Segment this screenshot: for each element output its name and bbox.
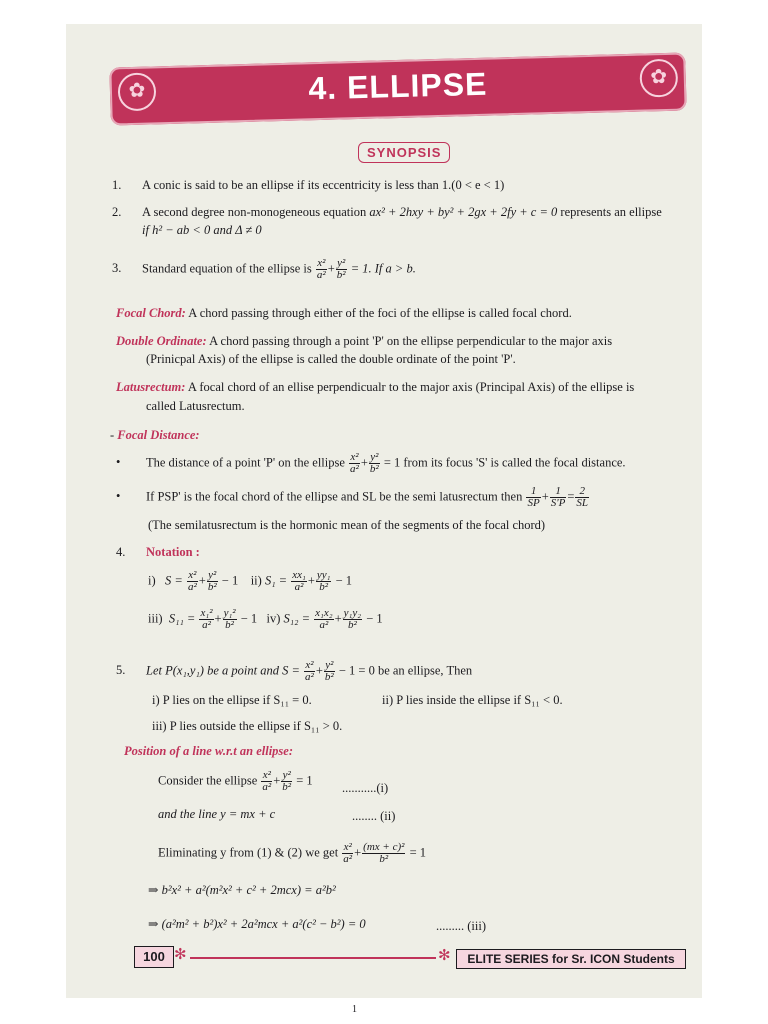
- section-heading: Position of a line w.r.t an ellipse:: [124, 744, 293, 758]
- def-label: Focal Chord:: [116, 306, 186, 320]
- page-number: 100: [134, 946, 174, 968]
- fraction: $\frac{\text{y²}}{\text{b²}}$: [207, 569, 217, 593]
- focal-distance-section: - Focal Distance:: [110, 428, 200, 442]
- equation-tag-2: ........ (ii): [352, 809, 396, 823]
- item-text: = 1. If a > b.: [350, 261, 416, 276]
- def-label: Latusrectum:: [116, 380, 186, 394]
- def-latusrectum-cont: called Latusrectum.: [146, 399, 245, 413]
- fraction: $\frac{\text{x²}}{\text{a²}}$: [187, 569, 197, 593]
- focal-distance-bullet-2: • If PSP' is the focal chord of the ellipse and SL be the semi latusrectum then $\frac{1}{SP}$ + $\frac{1}{S'P}$ = $\frac{2}{SL}$: [116, 485, 589, 509]
- focal-distance-note: (The semilatusrectum is the hormonic mean of the segments of the focal chord): [148, 518, 546, 532]
- fraction: $\frac{\text{x²}}{\text{a²}}$: [343, 841, 353, 865]
- item-5-ii: ii) P lies inside the ellipse if S₁₁ < 0.: [382, 693, 563, 707]
- star-ornament-icon: ✻: [438, 948, 451, 964]
- item-5-i: i) P lies on the ellipse if S₁₁ = 0.: [152, 693, 312, 707]
- item-text: A conic is said to be an ellipse if its eccentricity is less than 1.(0 < e < 1): [142, 178, 505, 192]
- item-2-condition: if h² − ab < 0 and Δ ≠ 0: [142, 223, 262, 237]
- def-text: A chord passing through a point 'P' on the ellipse perpendicular to the major axis: [209, 334, 613, 348]
- fraction: $\frac{\text{y²}}{\text{b²}}$: [369, 451, 379, 475]
- notation-row-2: iii) S₁₁ = $\frac{\text{x₁²}}{\text{a²}}$ + $\frac{\text{y₁²}}{\text{b²}}$ − 1 iv) S₁₂ = $\frac{\text{x₁x₂}}{\text{a²}}$ + $\frac{\text{y₁y₂}}{\text{b²}}$ − 1: [148, 607, 383, 631]
- item-number: 2.: [112, 205, 122, 219]
- item-text: − 1 = 0 be an ellipse, Then: [338, 663, 473, 678]
- synopsis-heading: SYNOPSIS: [358, 142, 450, 163]
- item-number: 5.: [116, 663, 126, 678]
- focal-distance-bullet-1: • The distance of a point 'P' on the ellipse $\frac{\text{x²}}{\text{a²}}$ + $\frac{\text{y²}}{\text{b²}}$ = 1 from its focus 'S' is called the focal distance.: [116, 451, 626, 475]
- footer-rule: [190, 957, 436, 959]
- item-1: [112, 177, 504, 193]
- page-marker: 1: [352, 1004, 357, 1015]
- def-label: Double Ordinate:: [116, 334, 207, 348]
- fraction: $\frac{\text{y₁²}}{\text{b²}}$: [223, 607, 236, 631]
- fraction: $\frac{\text{y²}}{\text{b²}}$: [282, 769, 292, 793]
- item-number: 1.: [112, 178, 122, 192]
- fraction: $\frac{1}{SP}$: [527, 485, 540, 509]
- position-step-2: ⇒ (a²m² + b²)x² + 2a²mcx + a²(c² − b²) = 0: [148, 917, 366, 931]
- def-focal-chord: [116, 305, 572, 321]
- item-text: A second degree non-monogeneous equation: [142, 205, 367, 219]
- fraction: $\frac{2}{SL}$: [576, 485, 589, 509]
- position-step-1: ⇒ b²x² + a²(m²x² + c² + 2mcx) = a²b²: [148, 883, 336, 897]
- item-text: Standard equation of the ellipse is: [142, 261, 312, 276]
- fraction: $\frac{\text{(mx + c)²}}{\text{b²}}$: [363, 841, 405, 865]
- item-number: 4.: [116, 545, 126, 559]
- section-heading: Focal Distance:: [117, 428, 200, 442]
- equation-tag-3: ......... (iii): [436, 919, 486, 933]
- item-number: 3.: [112, 261, 122, 276]
- section-heading: Notation :: [146, 545, 200, 559]
- notation-row-1: i) S = $\frac{\text{x²}}{\text{a²}}$ + $\frac{\text{y²}}{\text{b²}}$ − 1 ii) S₁ = $\frac{\text{xx₁}}{\text{a²}}$ + $\frac{\text{yy₁}}{\text{b²}}$ − 1: [148, 569, 353, 593]
- bullet-text: The distance of a point 'P' on the ellipse: [146, 455, 345, 470]
- fraction: $\frac{\text{y²}}{\text{b²}}$: [324, 659, 334, 683]
- bullet-text: = 1 from its focus 'S' is called the focal distance.: [383, 455, 626, 470]
- def-double-ordinate-cont: (Prinicpal Axis) of the ellipse is called the double ordinate of the point 'P'.: [146, 352, 516, 366]
- position-consider: Consider the ellipse $\frac{\text{x²}}{\text{a²}}$ + $\frac{\text{y²}}{\text{b²}}$ = 1: [158, 769, 313, 793]
- fraction: $\frac{1}{S'P}$: [550, 485, 566, 509]
- fraction: $\frac{\text{xx₁}}{\text{a²}}$: [292, 569, 306, 593]
- bullet-text: If PSP' is the focal chord of the ellipse and SL be the semi latusrectum then: [146, 489, 523, 504]
- fraction: $\frac{\text{x²}}{\text{a²}}$: [305, 659, 314, 683]
- item-3: 3. Standard equation of the ellipse is $\frac{\text{x²}}{\text{a²}}$ + $\frac{\text{y²}}{\text{b²}}$ = 1. If a > b.: [112, 257, 416, 281]
- flower-ornament-icon: ✿: [639, 59, 678, 98]
- position-heading: [124, 743, 293, 759]
- equation-tag-1: ...........(i): [342, 781, 389, 795]
- def-text: A focal chord of an ellise perpendicualr to the major axis (Principal Axis) of the ellipse is: [187, 380, 635, 394]
- def-text: A chord passing through either of the foci of the ellipse is called focal chord.: [188, 306, 572, 320]
- bullet-icon: •: [116, 455, 121, 470]
- bullet-icon: •: [116, 489, 121, 504]
- series-label: ELITE SERIES for Sr. ICON Students: [456, 949, 686, 969]
- item-text: represents an ellipse: [560, 205, 662, 219]
- notation-heading: [116, 544, 200, 560]
- def-latusrectum: [116, 379, 634, 395]
- fraction: $\frac{\text{x²}}{\text{a²}}$: [262, 769, 272, 793]
- position-eliminate: Eliminating y from (1) & (2) we get $\frac{\text{x²}}{\text{a²}}$ + $\frac{\text{(mx + c)²}}{\text{b²}}$ = 1: [158, 841, 426, 865]
- def-double-ordinate: [116, 333, 612, 349]
- equation: ax² + 2hxy + by² + 2gx + 2fy + c = 0: [369, 205, 558, 219]
- star-ornament-icon: ✻: [174, 947, 187, 963]
- fraction: $\frac{\text{x₁x₂}}{\text{a²}}$: [315, 607, 333, 631]
- book-page: [66, 24, 702, 998]
- position-line: and the line y = mx + c: [158, 807, 276, 821]
- fraction: $\frac{\text{y₁y₂}}{\text{b²}}$: [343, 607, 362, 631]
- chapter-banner: [109, 52, 686, 125]
- fraction: $\frac{\text{x₁²}}{\text{a²}}$: [200, 607, 213, 631]
- item-5-iii: iii) P lies outside the ellipse if S₁₁ > 0.: [152, 719, 343, 733]
- flower-ornament-icon: ✿: [117, 72, 156, 111]
- chapter-title: 4. ELLIPSE: [308, 65, 488, 107]
- item-2: [112, 204, 662, 220]
- item-text: Let P(x₁,y₁) be a point and S =: [146, 663, 300, 678]
- fraction: $\frac{\text{y²}}{\text{b²}}$: [336, 257, 346, 281]
- fraction: $\frac{\text{x²}}{\text{a²}}$: [350, 451, 359, 475]
- fraction: $\frac{\text{yy₁}}{\text{b²}}$: [316, 569, 331, 593]
- item-5: 5. Let P(x₁,y₁) be a point and S = $\frac{\text{x²}}{\text{a²}}$ + $\frac{\text{y²}}{\text{b²}}$ − 1 = 0 be an ellipse, Then: [116, 659, 473, 683]
- fraction: $\frac{\text{x²}}{\text{a²}}$: [316, 257, 326, 281]
